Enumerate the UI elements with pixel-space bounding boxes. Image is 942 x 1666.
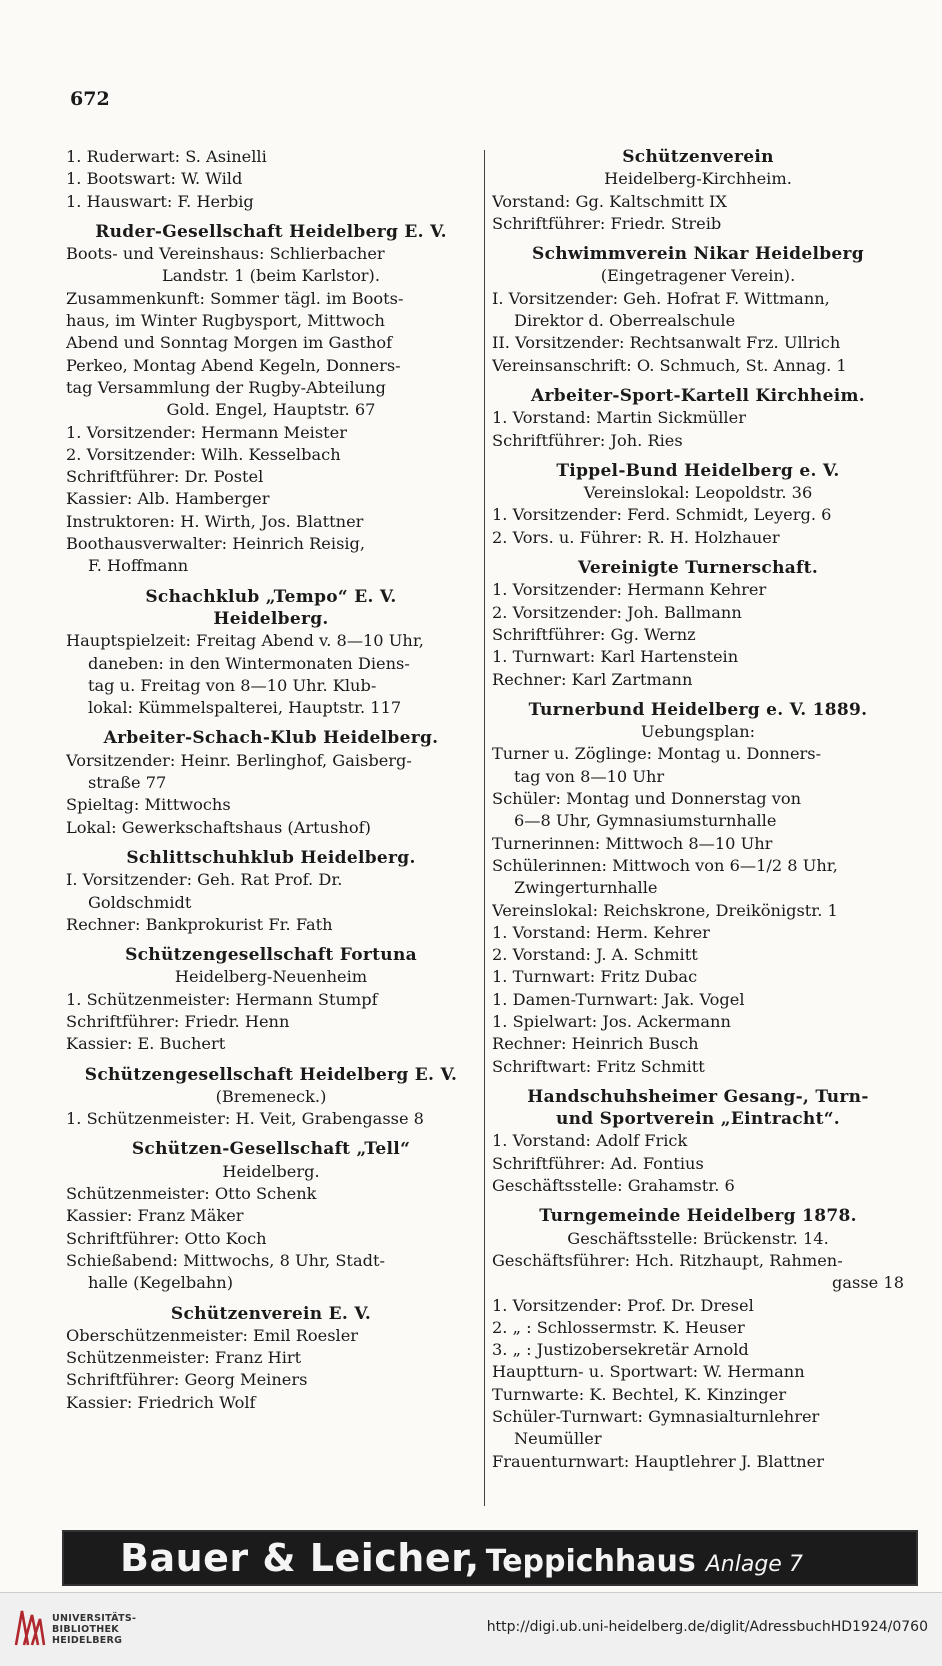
section-heading: Ruder-Gesellschaft Heidelberg E. V. [95, 221, 447, 242]
section-heading: Arbeiter-Schach-Klub Heidelberg. [103, 728, 439, 749]
entry-line: Kassier: E. Buchert [66, 1034, 226, 1054]
library-name-line: HEIDELBERG [52, 1635, 123, 1646]
section-heading: Schützen-Gesellschaft „Tell“ [131, 1139, 411, 1160]
entry-line: Schützenmeister: Franz Hirt [66, 1348, 302, 1368]
entry-line: Heidelberg-Neuenheim [174, 967, 368, 987]
entry-line: Oberschützenmeister: Emil Roesler [66, 1325, 359, 1345]
entry-line: Schießabend: Mittwochs, 8 Uhr, Stadt- [66, 1250, 385, 1270]
library-name [52, 1613, 136, 1646]
entry-line: Vereinslokal: Reichskrone, Dreikönigstr. 1 [492, 900, 838, 920]
entry-line: Direktor d. Oberrealschule [514, 311, 736, 331]
entry-line: Kassier: Friedrich Wolf [66, 1392, 256, 1412]
entry-line: Hauptspielzeit: Freitag Abend v. 8—10 Uhr, [66, 631, 424, 651]
entry-line: Schriftführer: Friedr. Streib [492, 213, 722, 233]
entry-line: Hauptturn- u. Sportwart: W. Hermann [492, 1362, 805, 1382]
section-heading: Schützengesellschaft Heidelberg E. V. [84, 1064, 458, 1085]
section-heading: Schützenverein E. V. [170, 1303, 372, 1324]
advert-address: Anlage 7 [705, 1552, 803, 1577]
entry-line: I. Vorsitzender: Geh. Rat Prof. Dr. [66, 870, 343, 890]
entry-line: Rechner: Karl Zartmann [492, 669, 693, 689]
viewer-footer [0, 1592, 942, 1666]
advert-business: Teppichhaus [485, 1544, 696, 1579]
library-name-line: UNIVERSITÄTS- [52, 1613, 137, 1624]
entry-line: 1. Turnwart: Fritz Dubac [492, 967, 698, 987]
entry-line: Turnerinnen: Mittwoch 8—10 Uhr [492, 833, 773, 853]
entry-line: gasse 18 [832, 1273, 904, 1293]
entry-line: tag Versammlung der Rugby-Abteilung [66, 377, 386, 397]
entry-line: 1. Vorstand: Herm. Kehrer [492, 922, 710, 942]
entry-line: Landstr. 1 (beim Karlstor). [161, 266, 381, 286]
entry-line: 1. Spielwart: Jos. Ackermann [492, 1011, 731, 1031]
entry-line: 1. Ruderwart: S. Asinelli [66, 147, 267, 166]
section-heading: Turnerbund Heidelberg e. V. 1889. [528, 699, 868, 720]
entry-line: Vorstand: Gg. Kaltschmitt IX [492, 191, 727, 211]
university-library-logo-icon [12, 1605, 46, 1651]
entry-line: 1. Vorsitzender: Hermann Kehrer [492, 580, 767, 600]
entry-line: 2. „ : Schlossermstr. K. Heuser [492, 1317, 745, 1337]
entry-line: 1. Turnwart: Karl Hartenstein [492, 647, 739, 667]
entry-line: 1. Vorsitzender: Prof. Dr. Dresel [492, 1295, 754, 1315]
entry-line: 1. Schützenmeister: Hermann Stumpf [66, 989, 378, 1009]
entry-line: straße 77 [88, 773, 167, 793]
section-heading: Schachklub „Tempo“ E. V. [145, 586, 397, 607]
entry-line: 1. Schützenmeister: H. Veit, Grabengasse 8 [66, 1109, 424, 1129]
entry-line: Frauenturnwart: Hauptlehrer J. Blattner [492, 1451, 824, 1471]
entry-line: 1. Vorstand: Martin Sickmüller [492, 408, 746, 428]
entry-line: tag u. Freitag von 8—10 Uhr. Klub- [88, 675, 377, 695]
library-name-line: BIBLIOTHEK [52, 1624, 119, 1635]
page-number: 672 [70, 88, 110, 110]
entry-line: daneben: in den Wintermonaten Diens- [88, 653, 410, 673]
entry-line: Schüler-Turnwart: Gymnasialturnlehrer [492, 1407, 820, 1427]
section-heading: Schützenverein [622, 147, 774, 167]
entry-line: Schüler: Montag und Donnerstag von [492, 789, 802, 809]
entry-line: (Eingetragener Verein). [600, 266, 796, 286]
entry-line: Turnwarte: K. Bechtel, K. Kinzinger [492, 1384, 787, 1404]
entry-line: F. Hoffmann [88, 556, 189, 576]
source-url-link[interactable]: http://digi.ub.uni-heidelberg.de/diglit/AdressbuchHD1924/0760 [486, 1619, 928, 1635]
entry-line: Geschäftsführer: Hch. Ritzhaupt, Rahmen- [492, 1250, 843, 1270]
entry-line: 1. Damen-Turnwart: Jak. Vogel [492, 989, 745, 1009]
left-column [66, 146, 476, 1414]
entry-line: Schriftwart: Fritz Schmitt [492, 1056, 705, 1076]
entry-line: Schriftführer: Ad. Fontius [492, 1153, 704, 1173]
entry-line: lokal: Kümmelspalterei, Hauptstr. 117 [88, 698, 402, 718]
entry-line: Schützenmeister: Otto Schenk [66, 1184, 317, 1204]
entry-line: Kassier: Alb. Hamberger [66, 489, 270, 509]
entry-line: Heidelberg. [222, 1161, 320, 1181]
entry-line: 1. Vorsitzender: Hermann Meister [66, 422, 347, 442]
entry-line: Instruktoren: H. Wirth, Jos. Blattner [66, 511, 364, 531]
entry-line: Rechner: Bankprokurist Fr. Fath [66, 914, 333, 934]
entry-line: Lokal: Gewerkschaftshaus (Artushof) [66, 817, 371, 837]
section-heading: Vereinigte Turnerschaft. [577, 558, 819, 579]
advert-name: Bauer & Leicher, [120, 1536, 480, 1580]
entry-line: Zwingerturnhalle [514, 878, 658, 898]
entry-line: Perkeo, Montag Abend Kegeln, Donners- [66, 355, 401, 375]
entry-line: 1. Vorstand: Adolf Frick [492, 1131, 688, 1151]
section-heading: Tippel-Bund Heidelberg e. V. [556, 460, 840, 481]
entry-line: Schriftführer: Georg Meiners [66, 1370, 308, 1390]
entry-line: Goldschmidt [88, 892, 192, 912]
entry-line: 2. Vorstand: J. A. Schmitt [492, 945, 698, 965]
entry-line: Spieltag: Mittwochs [66, 795, 231, 815]
entry-line: 2. Vorsitzender: Wilh. Kesselbach [66, 444, 341, 464]
entry-line: Turner u. Zöglinge: Montag u. Donners- [492, 744, 822, 764]
entry-line: 1. Hauswart: F. Herbig [66, 191, 254, 211]
entry-line: Geschäftsstelle: Brückenstr. 14. [567, 1228, 829, 1248]
entry-line: Schriftführer: Otto Koch [66, 1228, 267, 1248]
section-heading: Schwimmverein Nikar Heidelberg [532, 244, 864, 265]
entry-line: tag von 8—10 Uhr [514, 766, 665, 786]
section-heading: Turngemeinde Heidelberg 1878. [539, 1206, 857, 1227]
entry-line: Vereinsanschrift: O. Schmuch, St. Annag. 1 [492, 355, 847, 375]
section-heading: Handschuhsheimer Gesang-, Turn- [527, 1086, 869, 1107]
entry-line: II. Vorsitzender: Rechtsanwalt Frz. Ullrich [492, 333, 841, 353]
right-column [492, 146, 904, 1473]
entry-line: Schriftführer: Joh. Ries [492, 430, 683, 450]
section-heading: und Sportverein „Eintracht“. [555, 1109, 841, 1130]
entry-line: Vereinslokal: Leopoldstr. 36 [583, 483, 813, 503]
entry-line: Vorsitzender: Heinr. Berlinghof, Gaisberg- [66, 750, 412, 770]
entry-line: Geschäftsstelle: Grahamstr. 6 [492, 1176, 735, 1196]
section-heading: Heidelberg. [213, 608, 329, 629]
entry-line: (Bremeneck.) [215, 1086, 327, 1106]
entry-line: 1. Vorsitzender: Ferd. Schmidt, Leyerg. 6 [492, 505, 832, 525]
entry-line: haus, im Winter Rugbysport, Mittwoch [66, 311, 385, 331]
entry-line: 6—8 Uhr, Gymnasiumsturnhalle [514, 811, 777, 831]
entry-line: 2. Vorsitzender: Joh. Ballmann [492, 602, 742, 622]
entry-line: Gold. Engel, Hauptstr. 67 [166, 400, 376, 420]
entry-line: 3. „ : Justizobersekretär Arnold [492, 1340, 749, 1360]
entry-line: halle (Kegelbahn) [88, 1273, 234, 1293]
section-heading: Schützengesellschaft Fortuna [125, 945, 417, 966]
entry-line: 1. Bootswart: W. Wild [66, 169, 243, 189]
entry-line: Schriftführer: Gg. Wernz [492, 624, 696, 644]
entry-line: Boothausverwalter: Heinrich Reisig, [66, 534, 366, 554]
entry-line: I. Vorsitzender: Geh. Hofrat F. Wittmann, [492, 288, 830, 308]
column-divider [484, 150, 485, 1506]
entry-line: 2. Vors. u. Führer: R. H. Holzhauer [492, 527, 780, 547]
entry-line: Uebungsplan: [640, 722, 756, 742]
entry-line: Neumüller [514, 1429, 602, 1449]
entry-line: Kassier: Franz Mäker [66, 1206, 244, 1226]
entry-line: Abend und Sonntag Morgen im Gasthof [66, 333, 393, 353]
entry-line: Schriftführer: Dr. Postel [66, 467, 264, 487]
section-heading: Arbeiter-Sport-Kartell Kirchheim. [531, 385, 865, 406]
entry-line: Zusammenkunft: Sommer tägl. im Boots- [66, 288, 404, 308]
entry-line: Boots- und Vereinshaus: Schlierbacher [66, 244, 385, 264]
entry-line: Rechner: Heinrich Busch [492, 1034, 699, 1054]
entry-line: Schriftführer: Friedr. Henn [66, 1011, 290, 1031]
entry-line: Heidelberg-Kirchheim. [604, 169, 792, 189]
advertisement-banner [62, 1530, 918, 1586]
section-heading: Schlittschuhklub Heidelberg. [126, 847, 416, 868]
entry-line: Schülerinnen: Mittwoch von 6—1/2 8 Uhr, [492, 855, 838, 875]
